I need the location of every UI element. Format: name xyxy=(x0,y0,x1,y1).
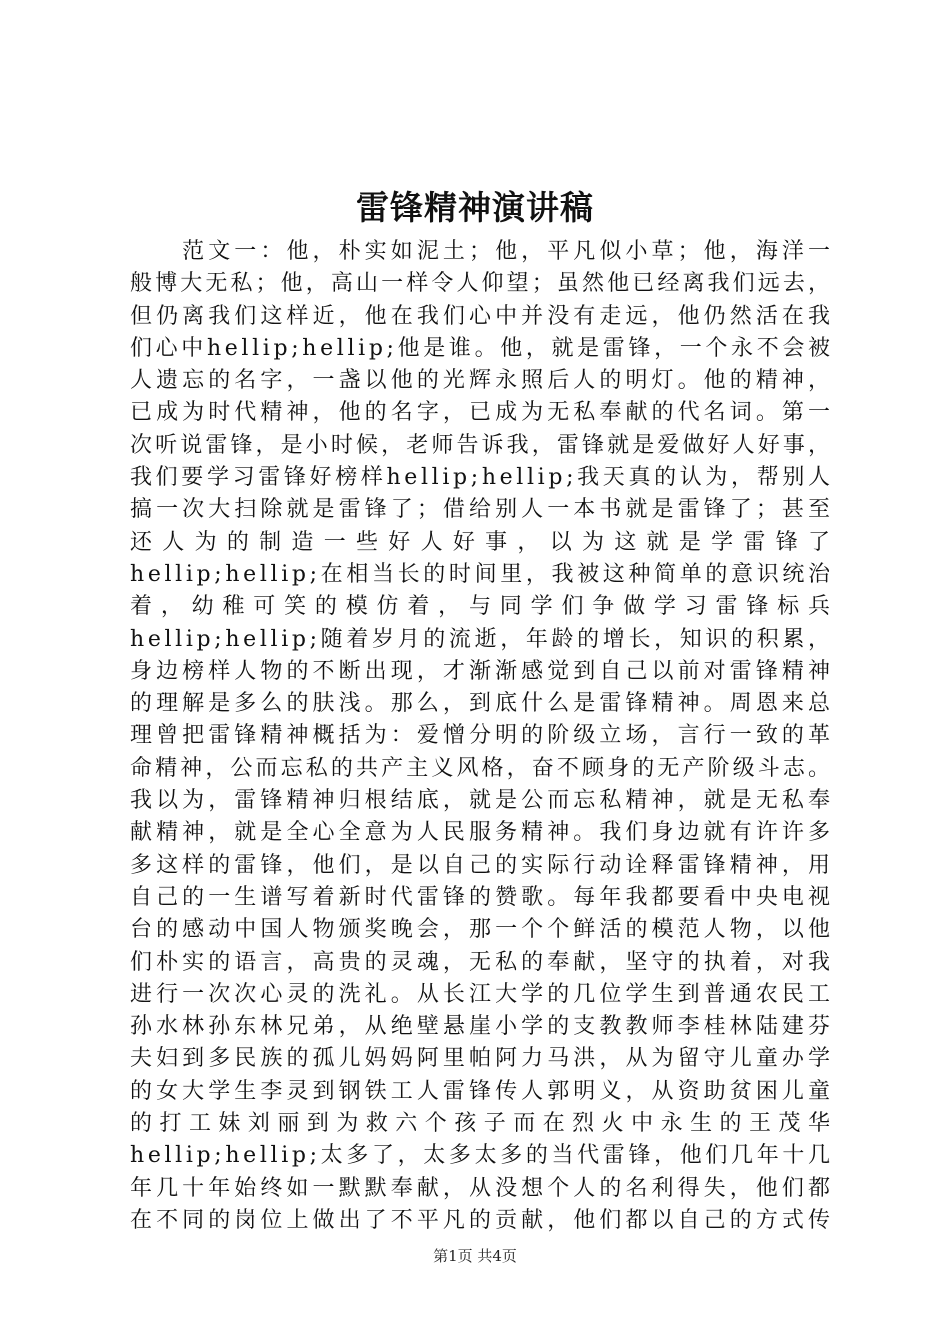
body-line: 们朴实的语言，高贵的灵魂，无私的奉献，坚守的执着，对我 xyxy=(130,949,835,975)
body-line: 台的感动中国人物颁奖晚会，那一个个鲜活的模范人物，以他 xyxy=(130,917,835,943)
body-line: 着，幼稚可笑的模仿着，与同学们争做学习雷锋标兵 xyxy=(130,594,830,620)
body-line: 范文一：他，朴实如泥土；他，平凡似小草；他，海洋一 xyxy=(130,239,835,264)
body-line: 命精神，公而忘私的共产主义风格，奋不顾身的无产阶级斗志。 xyxy=(130,755,834,781)
body-line: hellip;hellip;太多了，太多太多的当代雷锋，他们几年十几 xyxy=(130,1143,834,1169)
body-line: 自己的一生谱写着新时代雷锋的赞歌。每年我都要看中央电视 xyxy=(130,884,835,910)
body-line: 搞一次大扫除就是雷锋了；借给别人一本书就是雷锋了；甚至 xyxy=(130,497,835,523)
body-line: 孙水林孙东林兄弟，从绝壁悬崖小学的支教教师李桂林陆建芬 xyxy=(130,1014,835,1040)
body-line: 次听说雷锋，是小时候，老师告诉我，雷锋就是爱做好人好事， xyxy=(130,432,834,458)
body-line: 身边榜样人物的不断出现，才渐渐感觉到自己以前对雷锋精神 xyxy=(130,658,835,684)
body-line: 年几十年始终如一默默奉献，从没想个人的名利得失，他们都 xyxy=(130,1175,835,1201)
document-title: 雷锋精神演讲稿 xyxy=(356,188,594,227)
body-line: 进行一次次心灵的洗礼。从长江大学的几位学生到普通农民工 xyxy=(130,981,835,1007)
body-line: 的打工妹刘丽到为救六个孩子而在烈火中永生的王茂华 xyxy=(130,1111,838,1137)
body-line: 在不同的岗位上做出了不平凡的贡献，他们都以自己的方式传 xyxy=(130,1207,835,1233)
page-number-footer: 第1页 共4页 xyxy=(433,1247,517,1265)
body-line: 已成为时代精神，他的名字，已成为无私奉献的代名词。第一 xyxy=(130,400,835,426)
body-line: 多这样的雷锋，他们，是以自己的实际行动诠释雷锋精神，用 xyxy=(130,852,835,878)
body-line: 夫妇到多民族的孤儿妈妈阿里帕阿力马洪，从为留守儿童办学 xyxy=(130,1046,835,1072)
body-line: 般博大无私；他，高山一样令人仰望；虽然他已经离我们远去， xyxy=(130,271,834,297)
document-body xyxy=(130,236,838,1237)
body-line: 但仍离我们这样近，他在我们心中并没有走远，他仍然活在我 xyxy=(130,303,835,329)
body-line: 我们要学习雷锋好榜样hellip;hellip;我天真的认为，帮别人 xyxy=(130,465,834,491)
body-line: 人遗忘的名字，一盏以他的光辉永照后人的明灯。他的精神， xyxy=(130,368,835,394)
body-line: 的理解是多么的肤浅。那么，到底什么是雷锋精神。周恩来总 xyxy=(130,691,835,717)
body-line: 我以为，雷锋精神归根结底，就是公而忘私精神，就是无私奉 xyxy=(130,788,835,814)
body-line: hellip;hellip;在相当长的时间里，我被这种简单的意识统治 xyxy=(130,561,834,587)
body-line: 还人为的制造一些好人好事，以为这就是学雷锋了 xyxy=(130,529,830,555)
body-line: 献精神，就是全心全意为人民服务精神。我们身边就有许许多 xyxy=(130,820,835,846)
body-line: 们心中hellip;hellip;他是谁。他，就是雷锋，一个永不会被 xyxy=(130,335,834,361)
body-line: hellip;hellip;随着岁月的流逝，年龄的增长，知识的积累， xyxy=(130,626,834,652)
body-line: 的女大学生李灵到钢铁工人雷锋传人郭明义，从资助贫困儿童 xyxy=(130,1078,835,1104)
body-line: 理曾把雷锋精神概括为：爱憎分明的阶级立场，言行一致的革 xyxy=(130,723,835,749)
